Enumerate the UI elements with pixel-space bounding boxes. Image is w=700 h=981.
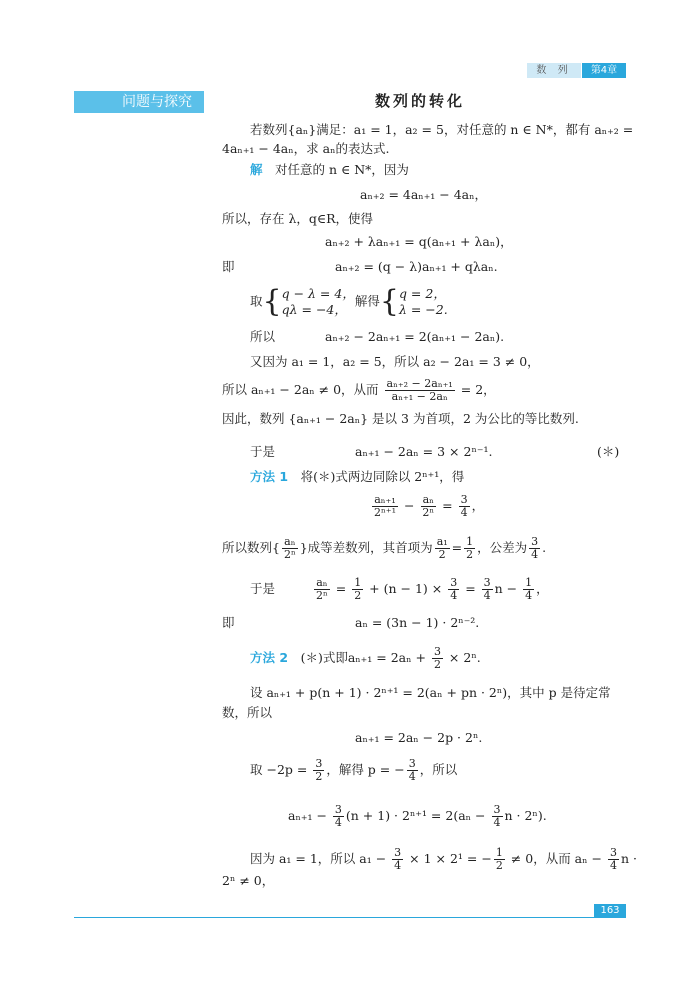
- numerator: 1: [354, 576, 362, 589]
- page-number: 163: [594, 904, 626, 918]
- numerator: 3: [334, 803, 342, 816]
- text-segment: 将(＊)式两边同除以 2ⁿ⁺¹，得: [288, 469, 465, 484]
- text-segment: 又因为 a₁ = 1，a₂ = 5，所以 a₂ − 2a₁ = 3 ≠ 0，: [250, 354, 540, 369]
- denominator: aₙ₊₁ − 2aₙ: [391, 390, 448, 403]
- text-segment: (＊)式即aₙ₊₁ = 2aₙ +: [288, 650, 430, 665]
- text-line: [360, 187, 487, 203]
- footer-rule: [74, 917, 626, 918]
- text-line: [250, 122, 633, 138]
- denominator: 4: [609, 859, 617, 872]
- text-segment: ，: [536, 581, 549, 596]
- text-segment: = 2，: [456, 382, 496, 397]
- fraction: [459, 494, 470, 519]
- numerator: aₙ: [316, 576, 328, 589]
- text-line: [222, 705, 272, 721]
- numerator: 1: [495, 846, 503, 859]
- fraction: [529, 536, 540, 561]
- denominator: 4: [531, 548, 539, 561]
- text-segment: n · 2ⁿ).: [504, 808, 547, 823]
- numerator: 3: [315, 757, 323, 770]
- denominator: 2: [354, 589, 362, 602]
- text-line: [355, 730, 482, 746]
- text-segment: aₙ₊₁ − 2aₙ = 3 × 2ⁿ⁻¹.: [355, 444, 493, 459]
- label-highlight: 方法 2: [250, 650, 289, 665]
- text-segment: 即: [222, 259, 235, 274]
- denominator: 2ⁿ: [316, 589, 328, 602]
- text-line: [370, 494, 484, 519]
- text-segment: −: [399, 498, 419, 513]
- text-line: [250, 847, 637, 872]
- text-segment: ，: [471, 498, 485, 513]
- text-segment: 数，所以: [222, 705, 273, 720]
- label-highlight: 方法 1: [250, 469, 289, 484]
- text-segment: 因为 a₁ = 1，所以 a₁ −: [250, 851, 391, 866]
- text-line: [222, 536, 546, 561]
- text-segment: 2ⁿ ≠ 0，: [222, 873, 275, 888]
- text-segment: 对任意的 n ∈ N*，因为: [262, 162, 409, 177]
- system-solve: 解得: [354, 293, 380, 309]
- text-line: [355, 615, 479, 631]
- text-line: [250, 469, 464, 485]
- text-segment: =: [331, 581, 351, 596]
- text-segment: =: [438, 498, 457, 513]
- text-line: [597, 444, 619, 460]
- text-segment: ，所以: [419, 762, 458, 777]
- text-line: [222, 873, 274, 889]
- numerator: a₁: [436, 535, 448, 548]
- fraction: [482, 577, 493, 602]
- fraction: [385, 378, 455, 403]
- text-segment: 所以，存在 λ，q∈R，使得: [222, 211, 374, 226]
- header-section: 数 列: [527, 63, 581, 78]
- numerator: 3: [433, 645, 441, 658]
- system-take: 取: [250, 293, 263, 309]
- text-segment: ≠ 0，从而 aₙ −: [506, 851, 606, 866]
- fraction: [448, 577, 459, 602]
- numerator: 3: [450, 576, 458, 589]
- fraction: [420, 494, 436, 519]
- numerator: 1: [466, 535, 474, 548]
- fraction: [464, 536, 475, 561]
- text-line: [250, 758, 457, 783]
- text-segment: × 2ⁿ.: [444, 650, 481, 665]
- label-highlight: 解: [250, 162, 263, 177]
- denominator: 2ⁿ: [283, 548, 296, 561]
- text-segment: 设 aₙ₊₁ + p(n + 1) · 2ⁿ⁺¹ = 2(aₙ + pn · 2ⁿ)，其中 p 是待定常: [250, 685, 611, 700]
- text-segment: + (n − 1) ×: [365, 581, 447, 596]
- system-eq2: qλ = −4，: [281, 302, 347, 317]
- text-segment: aₙ₊₂ − 2aₙ₊₁ = 2(aₙ₊₁ − 2aₙ).: [325, 329, 505, 344]
- page-title: 数列的转化: [374, 92, 465, 110]
- numerator: 1: [525, 576, 533, 589]
- text-segment: n ·: [620, 851, 637, 866]
- denominator: 2: [315, 770, 323, 783]
- text-line: [250, 329, 275, 345]
- text-segment: aₙ₊₁ = 2aₙ − 2p · 2ⁿ.: [355, 730, 483, 745]
- text-line: [222, 211, 373, 227]
- text-line: [250, 162, 409, 178]
- text-segment: ，公差为: [477, 540, 528, 555]
- numerator: aₙ₊₂ − 2aₙ₊₁: [386, 377, 453, 390]
- text-segment: .: [542, 540, 547, 555]
- text-segment: 于是: [250, 444, 276, 459]
- text-line: [222, 378, 496, 403]
- text-line: [250, 444, 275, 460]
- text-line: [355, 444, 492, 460]
- denominator: 2ⁿ: [422, 506, 435, 519]
- numerator: 3: [483, 576, 491, 589]
- text-segment: (n + 1) · 2ⁿ⁺¹ = 2(aₙ −: [345, 808, 490, 823]
- denominator: 4: [450, 589, 458, 602]
- text-segment: =: [461, 581, 480, 596]
- system-eq1: q − λ = 4，: [281, 286, 355, 301]
- denominator: 4: [493, 816, 501, 829]
- text-line: [222, 411, 579, 427]
- text-segment: 若数列{aₙ}满足：a₁ = 1，a₂ = 5，对任意的 n ∈ N*，都有 aₙ₊₂ =: [250, 122, 634, 137]
- text-line: [250, 646, 481, 671]
- text-line: [222, 141, 389, 157]
- left-brace: {: [262, 284, 282, 319]
- fraction: [407, 758, 418, 783]
- text-line: [325, 329, 504, 345]
- numerator: 3: [394, 846, 402, 859]
- denominator: 2: [495, 859, 503, 872]
- fraction: [435, 536, 450, 561]
- numerator: aₙ₊₁: [374, 493, 396, 506]
- sidebar-label: 问题与探究: [74, 91, 204, 113]
- text-line: [222, 615, 235, 631]
- numerator: 3: [493, 803, 501, 816]
- denominator: 2: [438, 548, 446, 561]
- text-line: [325, 234, 513, 250]
- text-segment: aₙ₊₁ −: [288, 808, 331, 823]
- numerator: aₙ: [422, 493, 434, 506]
- text-segment: (＊): [597, 444, 620, 459]
- denominator: 2: [466, 548, 474, 561]
- fraction: [523, 577, 534, 602]
- fraction: [314, 577, 330, 602]
- denominator: 4: [334, 816, 342, 829]
- text-segment: aₙ₊₂ = (q − λ)aₙ₊₁ + qλaₙ.: [335, 259, 498, 274]
- fraction: [608, 847, 619, 872]
- text-line: [288, 804, 547, 829]
- text-segment: }成等差数列，其首项为: [299, 540, 433, 555]
- system-sol1: q = 2，: [398, 286, 446, 301]
- fraction: [333, 804, 344, 829]
- fraction: [492, 804, 503, 829]
- text-segment: 4aₙ₊₁ − 4aₙ，求 aₙ的表达式.: [222, 141, 390, 156]
- header-chapter: 第4章: [582, 63, 626, 78]
- text-line: [250, 581, 275, 597]
- denominator: 4: [525, 589, 533, 602]
- text-segment: 取 −2p =: [250, 762, 312, 777]
- text-segment: 因此，数列 {aₙ₊₁ − 2aₙ} 是以 3 为首项，2 为公比的等比数列.: [222, 411, 579, 426]
- fraction: [372, 494, 398, 519]
- denominator: 2: [433, 658, 441, 671]
- system-sol2: λ = −2.: [398, 302, 448, 317]
- numerator: aₙ: [284, 535, 296, 548]
- denominator: 4: [483, 589, 491, 602]
- numerator: 3: [531, 535, 539, 548]
- numerator: 3: [609, 846, 617, 859]
- fraction: [313, 758, 324, 783]
- text-segment: 所以数列{: [222, 540, 280, 555]
- text-segment: aₙ₊₂ + λaₙ₊₁ = q(aₙ₊₁ + λaₙ)，: [325, 234, 513, 249]
- left-brace: {: [379, 284, 399, 319]
- fraction: [494, 847, 505, 872]
- equation-system: [250, 286, 448, 318]
- text-line: [222, 259, 235, 275]
- text-segment: aₙ₊₂ = 4aₙ₊₁ − 4aₙ，: [360, 187, 488, 202]
- fraction: [282, 536, 298, 561]
- fraction: [352, 577, 363, 602]
- text-segment: 于是: [250, 581, 276, 596]
- denominator: 4: [394, 859, 402, 872]
- denominator: 4: [460, 506, 468, 519]
- fraction: [432, 646, 443, 671]
- text-segment: × 1 × 2¹ = −: [405, 851, 492, 866]
- text-line: [335, 259, 498, 275]
- denominator: 4: [408, 770, 416, 783]
- text-segment: ，解得 p = −: [326, 762, 405, 777]
- numerator: 3: [460, 493, 468, 506]
- text-segment: n −: [494, 581, 522, 596]
- text-segment: =: [451, 540, 463, 555]
- denominator: 2ⁿ⁺¹: [374, 506, 396, 519]
- text-segment: aₙ = (3n − 1) · 2ⁿ⁻².: [355, 615, 480, 630]
- text-line: [250, 685, 611, 701]
- text-line: [312, 577, 549, 602]
- text-segment: 所以: [250, 329, 276, 344]
- text-segment: 即: [222, 615, 235, 630]
- text-line: [250, 354, 540, 370]
- text-segment: 所以 aₙ₊₁ − 2aₙ ≠ 0，从而: [222, 382, 383, 397]
- fraction: [392, 847, 403, 872]
- numerator: 3: [408, 757, 416, 770]
